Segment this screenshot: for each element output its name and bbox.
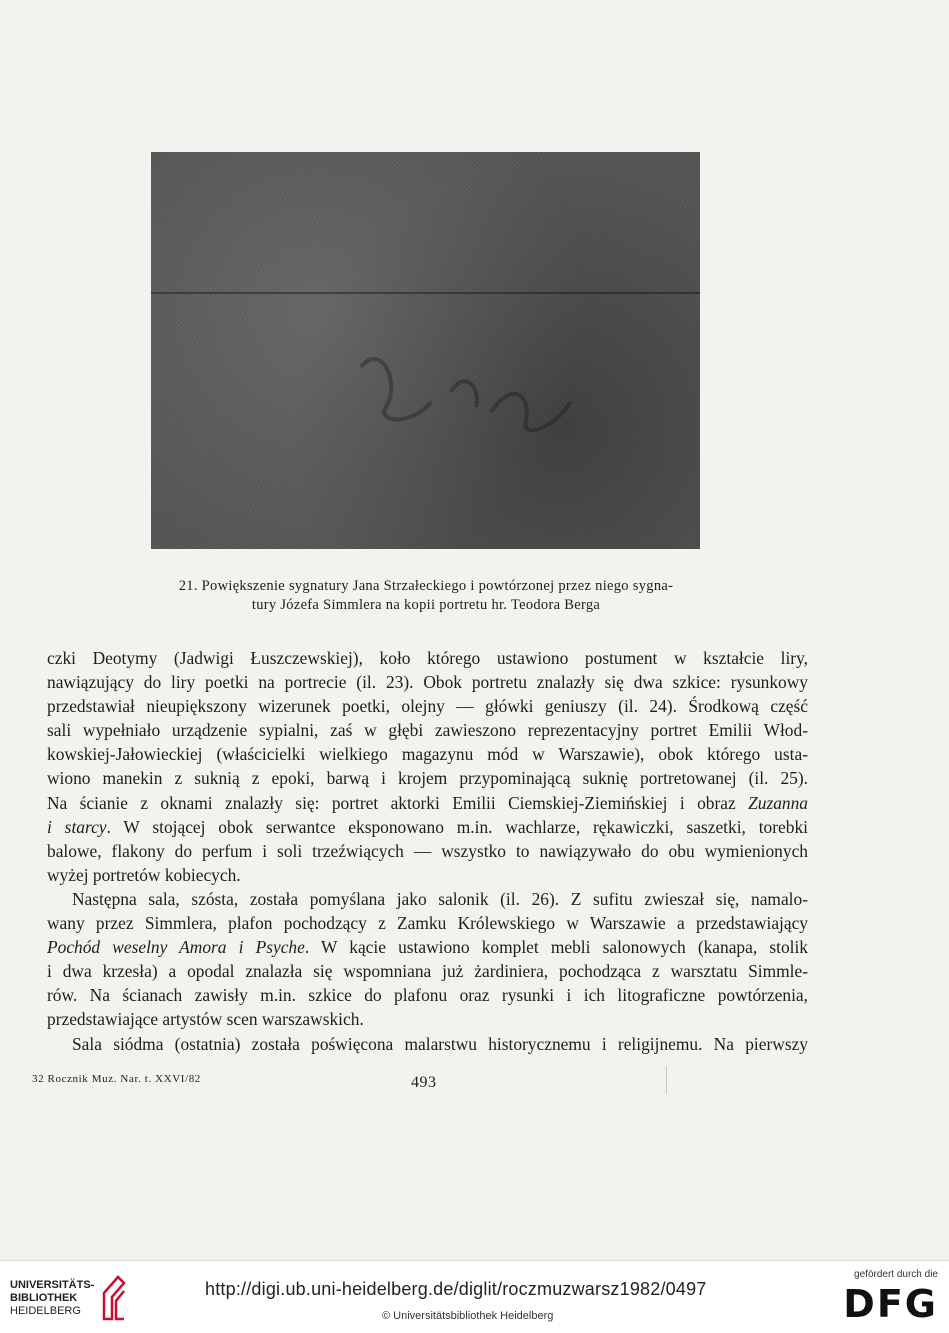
text-run: wiono manekin z suknią z epoki, barwą i krojem przypominającą suknię portretowanej (il. 25). [47, 768, 808, 789]
page-number: 493 [411, 1074, 437, 1091]
body-line [47, 766, 808, 790]
body-line [47, 718, 808, 742]
body-line [47, 791, 808, 815]
body-line [47, 1032, 808, 1056]
text-run: Sala siódma (ostatnia) została poświęcona malarstwu historycznemu i religijnemu. Na pierwszy [72, 1033, 808, 1054]
body-line [47, 911, 808, 935]
funded-by-label: gefördert durch die [854, 1269, 938, 1280]
library-emblem-icon [94, 1275, 134, 1323]
text-run: Następna sala, szósta, została pomyślana jako salonik (il. 26). Z sufitu zwieszał się, namalo- [72, 888, 808, 909]
library-name [10, 1279, 94, 1318]
body-line [47, 815, 808, 839]
italic-title: Pochód weselny Amora i Psyche [47, 937, 305, 958]
body-line [47, 887, 808, 911]
text-run: . W kącie ustawiono komplet mebli salonowych (kanapa, stolik [304, 937, 808, 958]
text-run: wyżej portretów kobiecych. [47, 864, 241, 885]
body-line [47, 646, 808, 670]
body-line [47, 863, 808, 887]
body-line [47, 670, 808, 694]
body-line [47, 983, 808, 1007]
digitization-footer [0, 1260, 949, 1333]
text-run: balowe, flakony do perfum i soli trzeźwiących — wszystko to nawiązywało do obu wymienionych [47, 840, 808, 861]
dfg-wordmark: DFG [843, 1282, 938, 1326]
library-line-2: BIBLIOTHEK [10, 1292, 78, 1304]
library-line-3: HEIDELBERG [10, 1305, 81, 1317]
signature-enlargement-photo [151, 152, 700, 549]
text-run: kowskiej-Jałowieckiej (właścicielki wielkiego magazynu mód w Warszawie), obok którego usta- [47, 744, 808, 765]
text-run: nawiązujący do liry poetki na portrecie (il. 23). Obok portretu znalazły się dwa szkice: rysunkowy [47, 672, 808, 693]
text-run: przedstawiał nieupiększony wizerunek poetki, olejny — główki geniuszy (il. 24). Środkową część [47, 696, 808, 717]
body-line [47, 935, 808, 959]
dfg-logo[interactable] [838, 1269, 938, 1327]
body-line [47, 1007, 808, 1031]
faint-signature-scrawl [151, 152, 700, 549]
text-run: i dwa krzesła) a opodal znalazła się wspomniana już żardiniera, pochodząca z warsztatu Simmle- [47, 961, 808, 982]
copyright-notice: © Universitätsbibliothek Heidelberg [382, 1310, 554, 1322]
italic-title: i starcy [47, 816, 107, 837]
caption-line-1: 21. Powiększenie sygnatury Jana Strzałeckiego i powtórzonej przez niego sygna- [178, 578, 674, 594]
text-run: sali wypełniało urządzenie sypialni, zaś w głębi zawieszono reprezentacyjny portret Emilii Włod- [47, 720, 808, 741]
text-run: wany przez Simmlera, plafon pochodzący z Zamku Królewskiego w Warszawie a przedstawiający [47, 913, 808, 934]
body-line [47, 839, 808, 863]
italic-title: Zuzanna [748, 792, 808, 813]
printer-signature: 32 Rocznik Muz. Nar. t. XXVI/82 [32, 1073, 201, 1085]
text-run: przedstawiające artystów scen warszawskich. [47, 1009, 364, 1030]
body-line [47, 694, 808, 718]
body-line [47, 742, 808, 766]
library-logo[interactable] [10, 1275, 140, 1325]
text-run: rów. Na ścianach zawisły m.in. szkice do plafonu oraz rysunki i ich litograficzne powtórzenia, [47, 985, 808, 1006]
text-run: czki Deotymy (Jadwigi Łuszczewskiej), koło którego ustawiono postument w kształcie liry, [47, 648, 808, 668]
library-line-1: UNIVERSITÄTS- [10, 1279, 95, 1291]
body-text [47, 646, 808, 1056]
caption-line-2: tury Józefa Simmlera na kopii portretu hr. Teodora Berga [251, 597, 601, 613]
text-run: . W stojącej obok serwantce eksponowano m.in. wachlarze, rękawiczki, saszetki, torebki [106, 816, 808, 837]
figure-caption [140, 577, 712, 615]
margin-mark [666, 1066, 667, 1094]
body-line [47, 959, 808, 983]
permalink-url[interactable]: http://digi.ub.uni-heidelberg.de/diglit/roczmuzwarsz1982/0497 [205, 1279, 707, 1299]
text-run: Na ścianie z oknami znalazły się: portret aktorki Emilii Ciemskiej-Ziemińskiej i obraz [47, 792, 749, 813]
